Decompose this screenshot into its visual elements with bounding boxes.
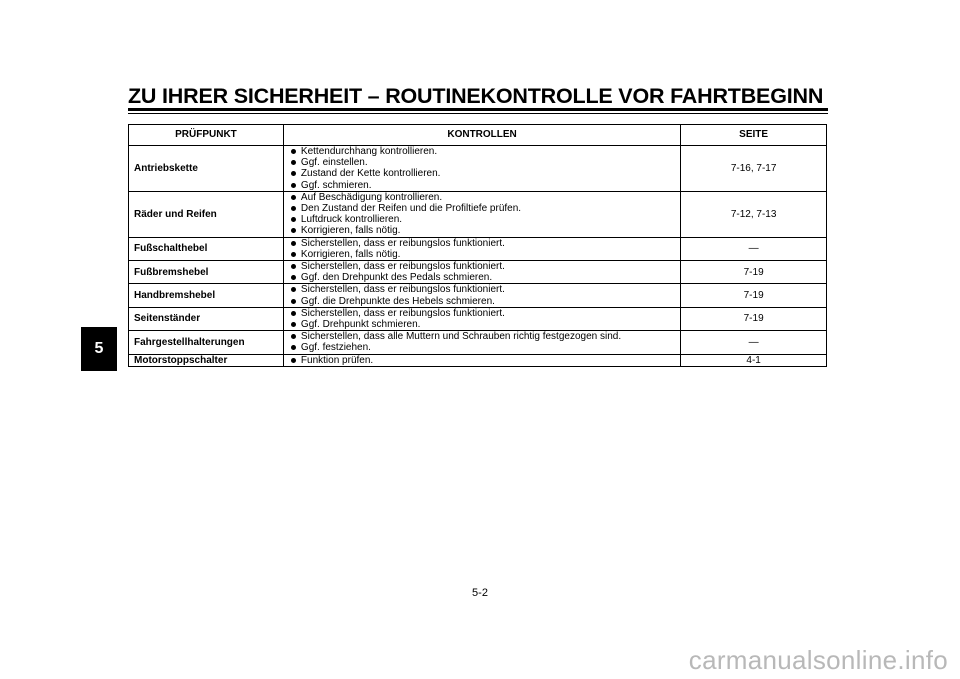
page-number: 5-2 [472,587,488,599]
reference-page: 7-19 [681,307,827,330]
table-row [129,354,827,366]
table-row [129,237,827,260]
check-list-item: Sicherstellen, dass alle Muttern und Schrauben richtig festgezogen sind. [289,331,675,342]
reference-page: 7-19 [681,261,827,284]
title-underline-thick [128,108,828,111]
inspection-item: Fahrgestellhalterungen [129,331,284,354]
inspection-checks [283,307,680,330]
inspection-checks [283,331,680,354]
check-list-item: Korrigieren, falls nötig. [289,225,675,236]
check-list-item: Korrigieren, falls nötig. [289,249,675,260]
inspection-item: Räder und Reifen [129,191,284,237]
page-title: ZU IHRER SICHERHEIT – ROUTINEKONTROLLE VOR FAHRTBEGINN [128,84,824,108]
inspection-item: Motorstoppschalter [129,354,284,366]
check-list [289,192,675,237]
table-header-row [129,125,827,146]
inspection-item: Seitenständer [129,307,284,330]
check-list [289,284,675,306]
inspection-checks [283,146,680,192]
check-list-item: Sicherstellen, dass er reibungslos funktioniert. [289,261,675,272]
inspection-item: Handbremshebel [129,284,284,307]
check-list-item: Zustand der Kette kontrollieren. [289,168,675,179]
reference-page: 7-16, 7-17 [681,146,827,192]
table-row [129,307,827,330]
table-body [129,146,827,367]
check-list [289,331,675,353]
check-list-item: Ggf. Drehpunkt schmieren. [289,319,675,330]
table-row [129,191,827,237]
reference-page: 4-1 [681,354,827,366]
table-row [129,284,827,307]
inspection-checks [283,237,680,260]
inspection-checks [283,191,680,237]
inspection-item: Antriebskette [129,146,284,192]
check-list-item: Sicherstellen, dass er reibungslos funktioniert. [289,308,675,319]
watermark: carmanualsonline.info [688,645,948,675]
reference-page: — [681,237,827,260]
inspection-item: Fußschalthebel [129,237,284,260]
check-list-item: Den Zustand der Reifen und die Profiltiefe prüfen. [289,203,675,214]
check-list-item: Ggf. einstellen. [289,157,675,168]
inspection-checks [283,284,680,307]
check-list-item: Auf Beschädigung kontrollieren. [289,192,675,203]
column-header-item: PRÜFPUNKT [129,125,284,146]
inspection-checks [283,354,680,366]
check-list-item: Ggf. festziehen. [289,342,675,353]
check-list [289,261,675,283]
check-list-item: Ggf. schmieren. [289,180,675,191]
reference-page: — [681,331,827,354]
check-list [289,238,675,260]
check-list [289,308,675,330]
reference-page: 7-19 [681,284,827,307]
check-list [289,146,675,191]
column-header-page: SEITE [681,125,827,146]
title-underline-thin [128,113,828,114]
table-row [129,261,827,284]
check-list-item: Ggf. die Drehpunkte des Hebels schmieren. [289,296,675,307]
inspection-item: Fußbremshebel [129,261,284,284]
table-row [129,146,827,192]
table-row [129,331,827,354]
check-list-item: Funktion prüfen. [289,355,675,366]
check-list [289,355,675,366]
inspection-checks [283,261,680,284]
chapter-tab: 5 [81,327,117,371]
check-list-item: Sicherstellen, dass er reibungslos funktioniert. [289,284,675,295]
reference-page: 7-12, 7-13 [681,191,827,237]
inspection-table [128,124,827,367]
column-header-checks: KONTROLLEN [283,125,680,146]
check-list-item: Sicherstellen, dass er reibungslos funktioniert. [289,238,675,249]
check-list-item: Kettendurchhang kontrollieren. [289,146,675,157]
check-list-item: Ggf. den Drehpunkt des Pedals schmieren. [289,272,675,283]
check-list-item: Luftdruck kontrollieren. [289,214,675,225]
